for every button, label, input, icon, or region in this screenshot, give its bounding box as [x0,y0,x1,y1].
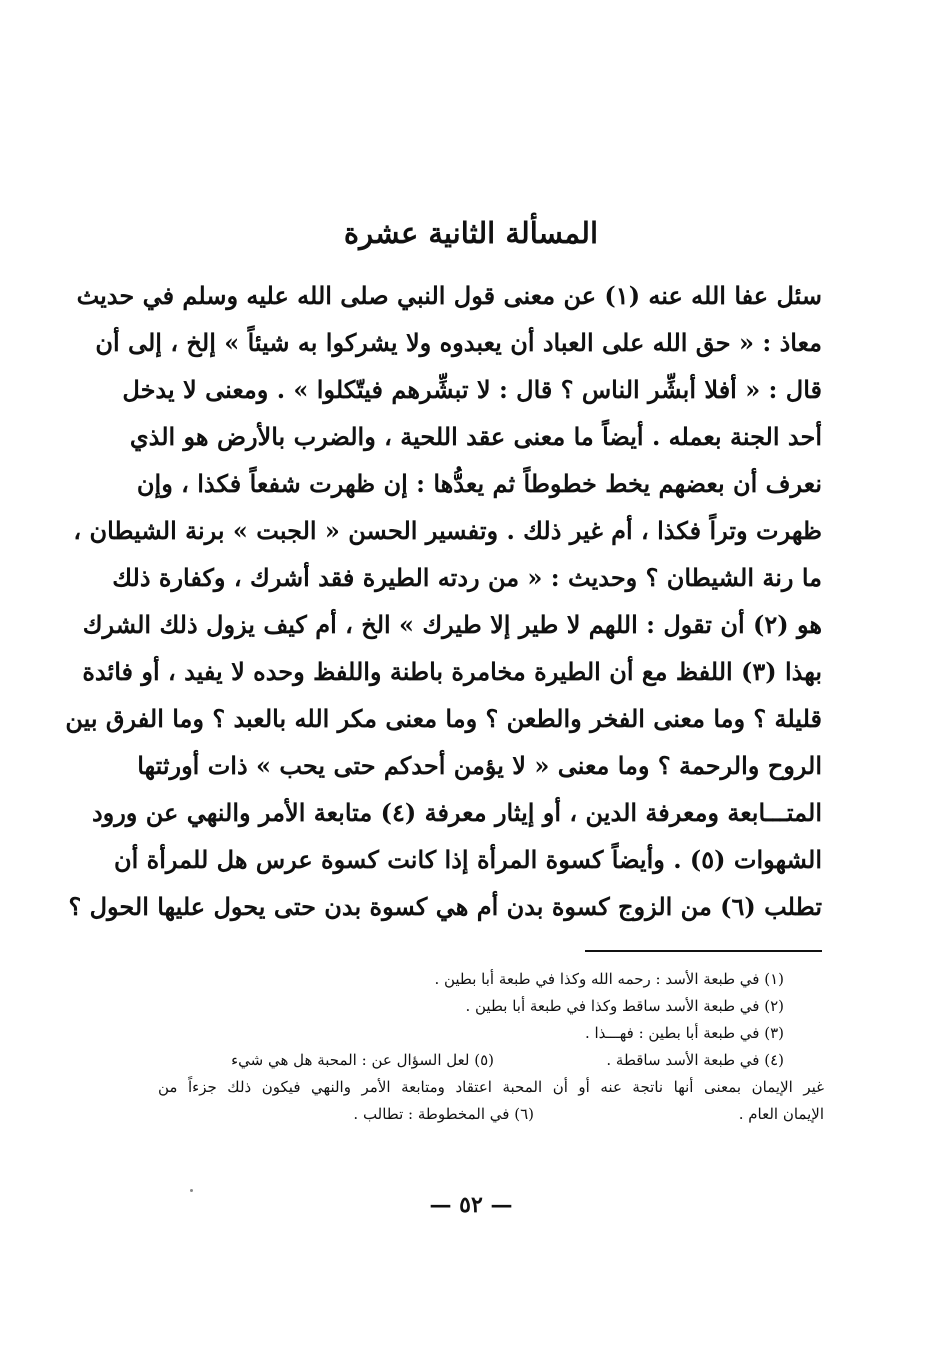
body-line: معاذ : « حق الله على العباد أن يعبدوه ولا يشركوا به شيئاً » إلخ ، إلى أن [95,328,822,357]
footnote-6: (٦) في المخطوطة : تطالب . [353,1105,534,1123]
footnote-5-end: الإيمان العام . [738,1105,824,1123]
body-line: نعرف أن بعضهم يخط خطوطاً ثم يعدُّها : إن ظهرت شفعاً فكذا ، وإن [136,469,822,498]
body-line: بهذا (٣) اللفظ مع أن الطيرة مخامرة باطنة واللفظ وحده لا يفيد ، أو فائدة [82,657,822,686]
body-line: قال : « أفلا أبشِّر الناس ؟ قال : لا تبشِّرهم فيتّكلوا » . ومعنى لا يدخل [122,375,822,404]
footnote-5-continuation: غير الإيمان بمعنى أنها ناتجة عنه أو أن المحبة اعتقاد ومتابعة الأمر والنهي فيكون ذلك جزءاً من [158,1078,824,1096]
body-line: ما رنة الشيطان ؟ وحديث : « من ردته الطيرة فقد أشرك ، وكفارة ذلك [112,563,822,592]
page-number: — ٥٢ — [429,1192,513,1218]
body-line: المتـــابعة ومعرفة الدين ، أو إيثار معرفة (٤) متابعة الأمر والنهي عن ورود [91,798,822,827]
body-line: أحد الجنة بعمله . أيضاً ما معنى عقد اللحية ، والضرب بالأرض هو الذي [129,422,822,451]
body-line: هو (٢) أن تقول : اللهم لا طير إلا طيرك » الخ ، أم كيف يزول ذلك الشرك [82,610,822,639]
body-line: قليلة ؟ وما معنى الفخر والطعن ؟ وما معنى مكر الله بالعبد ؟ وما الفرق بين [65,704,822,733]
footnote-5: (٥) لعل السؤال عن : المحبة هل هي شيء [231,1051,494,1069]
body-line: تطلب (٦) من الزوج كسوة بدن أم هي كسوة بدن حتى يحول عليها الحول ؟ [68,892,822,921]
footnotes [158,966,824,1128]
footnote-3: (٣) في طبعة أبا بطين : فهـــذا . [584,1024,784,1042]
footnote-4: (٤) في طبعة الأسد ساقطة . [606,1051,784,1069]
body-line: ظهرت وتراً فكذا ، أم غير ذلك . وتفسير الحسن « الجبت » برنة الشيطان ، [73,516,822,545]
footnote-separator [585,950,822,952]
body-line: الشهوات (٥) . وأيضاً كسوة المرأة إذا كانت كسوة عرس هل للمرأة أن [114,845,822,874]
body-text [65,272,822,930]
footnote-2: (٢) في طبعة الأسد ساقط وكذا في طبعة أبا بطين . [465,997,784,1015]
footnote-row-4-5 [158,1047,824,1074]
section-title: المسألة الثانية عشرة [343,216,599,250]
body-line: سئل عفا الله عنه (١) عن معنى قول النبي صلى الله عليه وسلم في حديث [76,281,822,310]
footnote-row-5-6 [158,1101,824,1128]
body-line: الروح والرحمة ؟ وما معنى « لا يؤمن أحدكم حتى يحب » ذات أورثتها [137,751,822,780]
footnote-1: (١) في طبعة الأسد : رحمه الله وكذا في طبعة أبا بطين . [434,970,784,988]
